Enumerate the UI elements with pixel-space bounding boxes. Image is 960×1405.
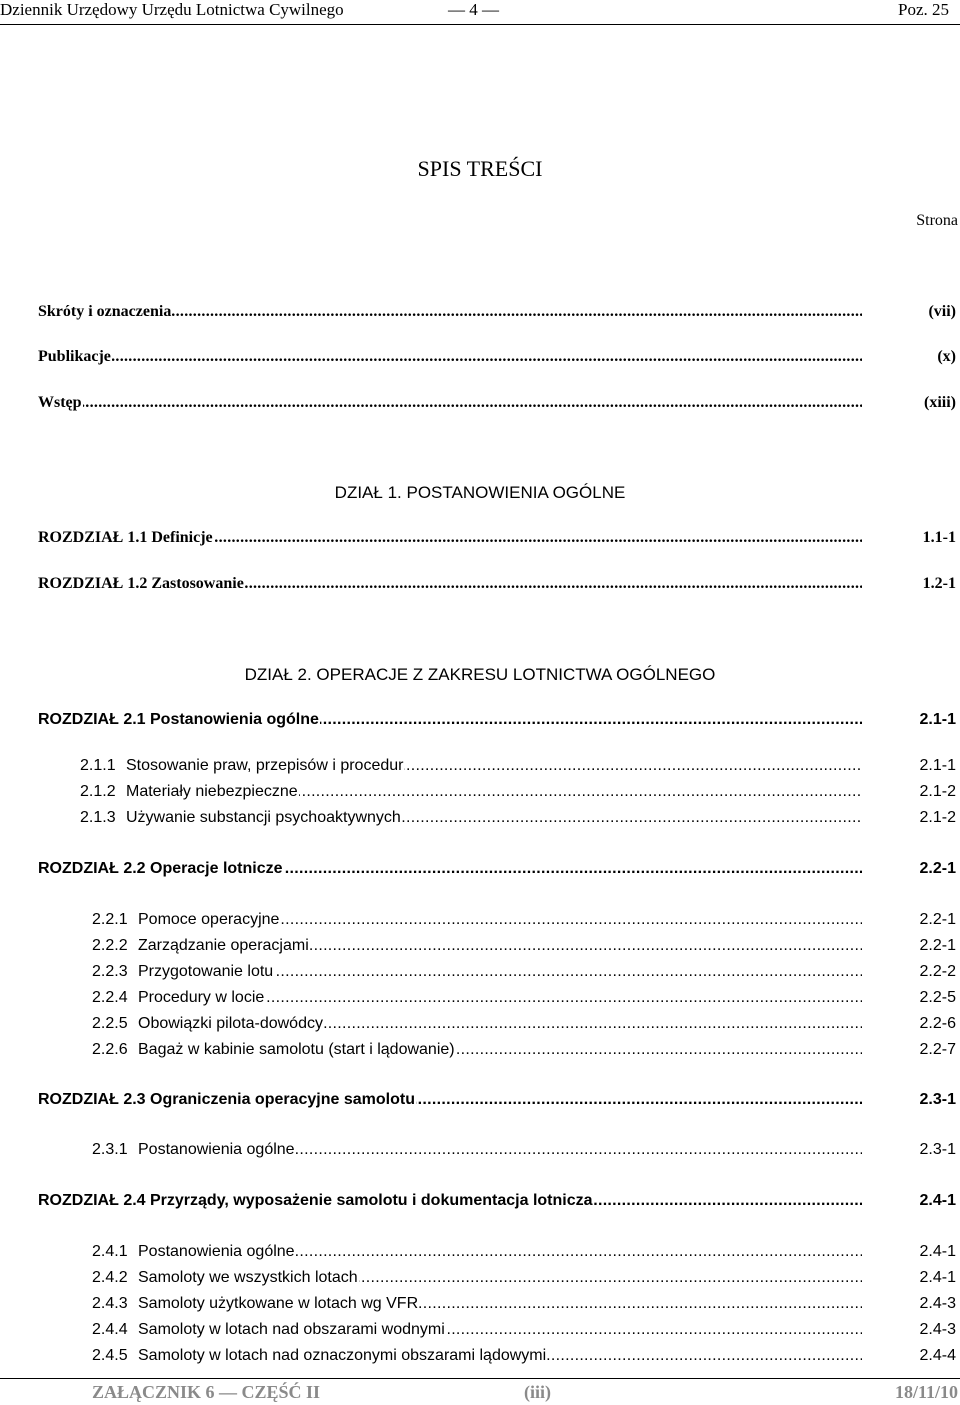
header-journal-title: Dziennik Urzędowy Urzędu Lotnictwa Cywilnego — [0, 0, 344, 19]
toc-subentry[interactable] — [92, 1243, 956, 1263]
toc-chapter[interactable] — [38, 711, 956, 731]
toc-entry-label: Przygotowanie lotu — [138, 963, 274, 980]
toc-entry-number: 2.4.2 — [92, 1269, 128, 1286]
toc-subentry[interactable] — [80, 783, 956, 803]
toc-entry-page: 2.2-1 — [919, 911, 956, 928]
dot-leader — [38, 348, 862, 366]
toc-entry-number: 2.4.3 — [92, 1295, 128, 1312]
toc-entry-number: 2.2.4 — [92, 989, 128, 1006]
toc-entry-label: Bagaż w kabinie samolotu (start i lądowanie) — [138, 1041, 455, 1058]
footer-date: 18/11/10 — [894, 1382, 958, 1402]
header-position: Poz. 25 — [898, 0, 949, 19]
toc-entry-label: Postanowienia ogólne — [138, 1243, 295, 1260]
page-column-label: Strona — [916, 212, 958, 229]
footer-divider — [0, 1378, 960, 1379]
toc-subentry[interactable] — [92, 1015, 956, 1035]
toc-entry-number: 2.2.1 — [92, 911, 128, 928]
toc-entry-label: Postanowienia ogólne — [138, 1141, 295, 1158]
toc-chapter[interactable] — [38, 575, 956, 595]
toc-entry-page: 2.3-1 — [919, 1141, 956, 1158]
toc-entry-front[interactable] — [38, 394, 956, 414]
toc-subentry[interactable] — [92, 989, 956, 1009]
toc-entry-page: 2.2-5 — [919, 989, 956, 1006]
toc-entry-label: Procedury w locie — [138, 989, 265, 1006]
footer-annex: ZAŁĄCZNIK 6 — CZĘŚĆ II — [92, 1382, 321, 1402]
toc-entry-label: Samoloty użytkowane w lotach wg VFR — [138, 1295, 419, 1312]
toc-entry-label: Obowiązki pilota-dowódcy — [138, 1015, 323, 1032]
toc-entry-page: 2.4-3 — [919, 1321, 956, 1338]
toc-subentry[interactable] — [92, 1321, 956, 1341]
toc-entry-label: ROZDZIAŁ 1.2 Zastosowanie — [38, 575, 244, 592]
toc-entry-label: ROZDZIAŁ 2.1 Postanowienia ogólne — [38, 711, 319, 728]
toc-entry-label: Pomoce operacyjne — [138, 911, 280, 928]
toc-entry-page: 2.3-1 — [919, 1091, 956, 1108]
toc-entry-page: 2.1-1 — [919, 757, 956, 774]
section-heading-dzial-1: DZIAŁ 1. POSTANOWIENIA OGÓLNE — [334, 483, 626, 502]
toc-entry-number: 2.4.5 — [92, 1347, 128, 1364]
toc-subentry[interactable] — [92, 1269, 956, 1289]
toc-entry-label: ROZDZIAŁ 1.1 Definicje — [38, 529, 213, 546]
toc-entry-page: 2.2-7 — [919, 1041, 956, 1058]
toc-entry-number: 2.2.5 — [92, 1015, 128, 1032]
toc-entry-page: 2.2-1 — [919, 860, 956, 877]
toc-entry-front[interactable] — [38, 303, 956, 323]
toc-entry-label: Samoloty w lotach nad obszarami wodnymi — [138, 1321, 445, 1338]
toc-entry-page: 2.4-1 — [919, 1243, 956, 1260]
toc-entry-number: 2.1.1 — [80, 757, 116, 774]
header-page-number: — 4 — — [448, 0, 499, 19]
toc-entry-page: 2.1-2 — [919, 809, 956, 826]
toc-entry-page: (x) — [937, 348, 956, 365]
footer-page-number: (iii) — [524, 1382, 551, 1402]
toc-chapter[interactable] — [38, 1091, 956, 1111]
toc-entry-label: Wstęp — [38, 394, 82, 411]
toc-entry-page: 2.2-1 — [919, 937, 956, 954]
toc-entry-label: Zarządzanie operacjami — [138, 937, 309, 954]
toc-entry-page: 2.4-1 — [919, 1192, 956, 1209]
section-heading-dzial-2: DZIAŁ 2. OPERACJE Z ZAKRESU LOTNICTWA OGÓLNEGO — [244, 665, 716, 684]
toc-entry-label: ROZDZIAŁ 2.2 Operacje lotnicze — [38, 860, 283, 877]
toc-entry-page: 2.4-3 — [919, 1295, 956, 1312]
toc-entry-page: 2.4-4 — [919, 1347, 956, 1364]
toc-entry-number: 2.2.2 — [92, 937, 128, 954]
toc-entry-label: Samoloty we wszystkich lotach — [138, 1269, 358, 1286]
toc-subentry[interactable] — [92, 1295, 956, 1315]
toc-subentry[interactable] — [92, 937, 956, 957]
toc-entry-number: 2.3.1 — [92, 1141, 128, 1158]
toc-entry-number: 2.4.4 — [92, 1321, 128, 1338]
toc-entry-number: 2.2.6 — [92, 1041, 128, 1058]
toc-entry-page: 2.2-6 — [919, 1015, 956, 1032]
toc-subentry[interactable] — [80, 809, 956, 829]
toc-subentry[interactable] — [92, 911, 956, 931]
toc-entry-page: 2.1-2 — [919, 783, 956, 800]
toc-entry-number: 2.1.3 — [80, 809, 116, 826]
dot-leader — [38, 394, 862, 412]
toc-entry-label: Używanie substancji psychoaktywnych — [126, 809, 401, 826]
toc-entry-label: ROZDZIAŁ 2.4 Przyrządy, wyposażenie samolotu i dokumentacja lotnicza — [38, 1192, 593, 1209]
toc-chapter[interactable] — [38, 1192, 956, 1212]
toc-subentry[interactable] — [92, 1141, 956, 1161]
toc-entry-page: 2.4-1 — [919, 1269, 956, 1286]
toc-entry-page: (xiii) — [924, 394, 956, 411]
toc-entry-page: 1.1-1 — [922, 529, 956, 546]
toc-chapter[interactable] — [38, 860, 956, 880]
toc-entry-number: 2.4.1 — [92, 1243, 128, 1260]
toc-entry-number: 2.2.3 — [92, 963, 128, 980]
toc-subentry[interactable] — [92, 1347, 956, 1367]
toc-subentry[interactable] — [92, 963, 956, 983]
toc-entry-page: 2.1-1 — [919, 711, 956, 728]
toc-entry-front[interactable] — [38, 348, 956, 368]
toc-entry-page: 2.2-2 — [919, 963, 956, 980]
toc-subentry[interactable] — [92, 1041, 956, 1061]
toc-entry-label: Skróty i oznaczenia — [38, 303, 172, 320]
toc-entry-label: Materiały niebezpieczne — [126, 783, 298, 800]
toc-entry-page: (vii) — [928, 303, 956, 320]
toc-entry-number: 2.1.2 — [80, 783, 116, 800]
toc-entry-label: Stosowanie praw, przepisów i procedur — [126, 757, 404, 774]
toc-chapter[interactable] — [38, 529, 956, 549]
toc-entry-label: ROZDZIAŁ 2.3 Ograniczenia operacyjne samolotu — [38, 1091, 415, 1108]
toc-entry-page: 1.2-1 — [922, 575, 956, 592]
toc-entry-label: Publikacje — [38, 348, 111, 365]
toc-entry-label: Samoloty w lotach nad oznaczonymi obszarami lądowymi — [138, 1347, 547, 1364]
toc-subentry[interactable] — [80, 757, 956, 777]
page-title: SPIS TREŚCI — [417, 156, 543, 181]
header-divider — [0, 24, 960, 25]
